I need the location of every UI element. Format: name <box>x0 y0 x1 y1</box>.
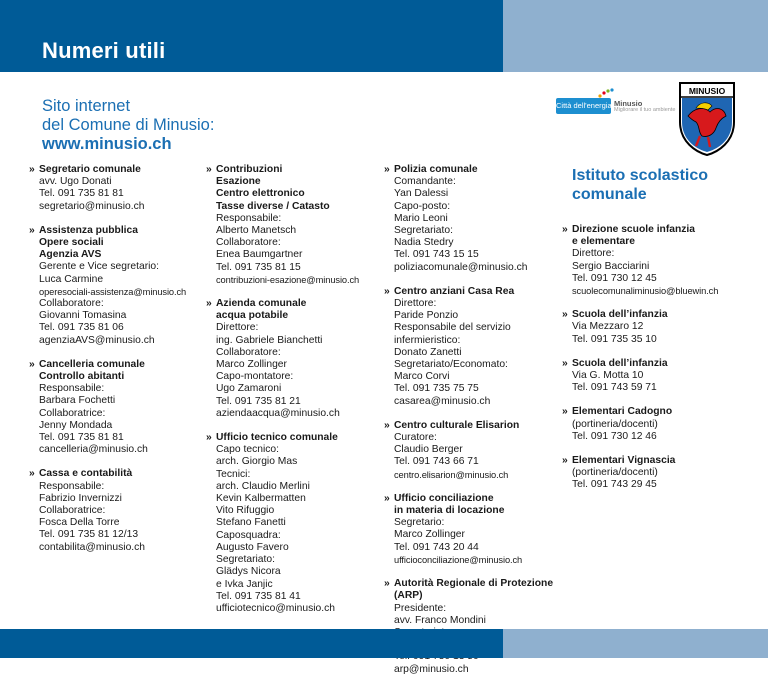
contact-line: (portineria/docenti) <box>572 418 658 430</box>
energy-dots-icon <box>596 88 616 98</box>
contact-line: Collaboratrice: <box>39 407 106 419</box>
contact-heading: » Scuola dell’infanzia <box>572 358 762 370</box>
contact-line: Collaboratore: <box>39 298 104 310</box>
contact-entry <box>562 309 762 346</box>
contact-line: Kevin Kalbermatten <box>216 493 306 505</box>
contact-heading: » Azienda comunale acqua potabile <box>216 298 381 322</box>
contact-line: Tel. 091 735 81 41 <box>216 590 301 602</box>
energy-city-logo <box>556 98 674 122</box>
contact-line: Tel. 091 735 75 75 <box>394 383 479 395</box>
column-4 <box>562 164 762 492</box>
energy-city-name: Minusio <box>614 99 643 108</box>
contact-line: Collaboratore: <box>216 346 281 358</box>
column-3 <box>384 164 564 676</box>
energy-city-badge: Città dell'energia <box>556 98 611 114</box>
contact-line: Augusto Favero <box>216 541 289 553</box>
contact-line: Responsabile: <box>39 480 105 492</box>
contact-heading: » Scuola dell’infanzia <box>572 309 762 321</box>
contact-line: Glädys Nicora <box>216 566 281 578</box>
contact-line: Via Mezzaro 12 <box>572 321 644 333</box>
contact-line: Responsabile del servizio <box>394 322 511 334</box>
contact-line: Tel. 091 735 81 81 <box>39 432 124 444</box>
contact-line: Yan Dalessi <box>394 188 449 200</box>
contact-line: Collaboratore: <box>216 237 281 249</box>
contact-line: Responsabile: <box>39 383 105 395</box>
contact-line: Gerente e Vice segretario: <box>39 261 160 273</box>
contact-line: Nadia Stedry <box>394 237 454 249</box>
contact-line: Segretariato: <box>394 225 453 237</box>
contact-heading: » Cancelleria comunale Controllo abitanti <box>39 359 199 383</box>
contact-entry <box>206 164 381 286</box>
contact-line: Collaboratrice: <box>39 505 106 517</box>
contact-line: Marco Corvi <box>394 371 450 383</box>
contact-line: Sergio Bacciarini <box>572 260 650 272</box>
contact-line: Enea Baumgartner <box>216 249 303 261</box>
email-link[interactable]: arp@minusio.ch <box>394 663 469 675</box>
contact-entry <box>29 468 199 553</box>
contact-heading: » Polizia comunale <box>394 164 564 176</box>
contact-heading: » Centro anziani Casa Rea <box>394 286 564 298</box>
contact-line: e Ivka Janjic <box>216 578 273 590</box>
contact-line: Segretario: <box>394 517 445 529</box>
website-line-2: del Comune di Minusio: <box>42 116 215 134</box>
contact-heading: » Elementari Cadogno <box>572 406 762 418</box>
contact-line: Tel. 091 730 12 46 <box>572 430 657 442</box>
contact-line: Paride Ponzio <box>394 310 459 322</box>
contact-heading: » Ufficio conciliazione in materia di locazione <box>394 493 564 517</box>
contact-line: Vito Rifuggio <box>216 505 275 517</box>
email-link[interactable]: segretario@minusio.ch <box>39 200 145 212</box>
contact-entry <box>562 224 762 297</box>
contact-line: Capo tecnico: <box>216 444 279 456</box>
contact-entry <box>384 420 564 481</box>
website-line-1: Sito internet <box>42 97 131 115</box>
email-link[interactable]: scuolecomunaliminusio@bluewin.ch <box>572 286 719 297</box>
website-link[interactable]: www.minusio.ch <box>42 135 172 153</box>
contact-entry <box>384 164 564 274</box>
contact-line: (portineria/docenti) <box>572 467 658 479</box>
contact-line: Ugo Zamaroni <box>216 383 282 395</box>
contact-line: Donato Zanetti <box>394 346 462 358</box>
contact-line: Direttore: <box>572 248 615 260</box>
contact-heading: » Cassa e contabilità <box>39 468 199 480</box>
contact-line: Tel. 091 735 81 81 <box>39 188 124 200</box>
contact-line: Stefano Fanetti <box>216 517 286 529</box>
contact-heading: » Assistenza pubblica Opere sociali Agenzia AVS <box>39 225 199 262</box>
contact-line: Alberto Manetsch <box>216 225 297 237</box>
contact-line: Curatore: <box>394 432 437 444</box>
contact-line: Tel. 091 743 66 71 <box>394 456 479 468</box>
contact-entry <box>29 164 199 213</box>
contact-line: Capo-posto: <box>394 200 451 212</box>
contact-line: Presidente: <box>394 602 447 614</box>
email-link[interactable]: contabilita@minusio.ch <box>39 541 146 553</box>
contact-line: Fosca Della Torre <box>39 517 120 529</box>
contact-line: Segretariato/Economato: <box>394 359 508 371</box>
contact-line: Tel. 091 735 35 10 <box>572 333 657 345</box>
contact-line: Responsabile: <box>216 212 282 224</box>
contact-line: Tel. 091 743 20 44 <box>394 541 479 553</box>
header-band <box>0 0 768 72</box>
minusio-crest <box>678 82 736 156</box>
contact-heading: » Segretario comunale <box>39 164 199 176</box>
contact-line: avv. Franco Mondini <box>394 614 486 626</box>
contact-entry <box>562 455 762 492</box>
contact-heading: » Ufficio tecnico comunale <box>216 432 381 444</box>
contact-entry <box>384 286 564 408</box>
contact-line: Via G. Motta 10 <box>572 370 644 382</box>
contact-entry <box>384 578 564 676</box>
email-link[interactable]: agenziaAVS@minusio.ch <box>39 334 155 346</box>
email-link[interactable]: cancelleria@minusio.ch <box>39 444 148 456</box>
contact-line: Mario Leoni <box>394 212 448 224</box>
contact-line: Claudio Berger <box>394 444 463 456</box>
contact-line: Tel. 091 730 12 45 <box>572 272 657 284</box>
contact-line: Tel. 091 735 81 15 <box>216 261 301 273</box>
email-link[interactable]: ufficioconciliazione@minusio.ch <box>394 554 523 565</box>
column-2 <box>206 164 381 615</box>
contact-line: Marco Zollinger <box>394 529 465 541</box>
school-section-title: Istituto scolastico comunale <box>572 167 709 203</box>
contact-line: arch. Giorgio Mas <box>216 456 298 468</box>
contact-line: Direttore: <box>216 322 259 334</box>
page-title: Numeri utili <box>42 38 166 63</box>
contact-heading: » Contribuzioni Esazione Centro elettronico Tasse diverse / Catasto <box>216 164 381 213</box>
contact-heading: » Centro culturale Elisarion <box>394 420 564 432</box>
contact-line: Tel. 091 743 15 15 <box>394 249 479 261</box>
contact-entry <box>206 432 381 615</box>
email-link[interactable]: aziendaacqua@minusio.ch <box>216 407 340 419</box>
contact-heading: » Direzione scuole infanzia e elementare <box>572 224 762 248</box>
contact-line: Direttore: <box>394 298 437 310</box>
email-link[interactable]: contribuzioni-esazione@minusio.ch <box>216 274 360 285</box>
contact-line: Tel. 091 735 81 12/13 <box>39 529 139 541</box>
header-band-light <box>503 0 768 72</box>
contact-line: Barbara Fochetti <box>39 395 116 407</box>
email-link[interactable]: operesociali-assistenza@minusio.ch <box>39 286 187 297</box>
crest-title: MINUSIO <box>688 86 726 96</box>
footer-band-light <box>503 629 768 658</box>
contact-entry <box>562 358 762 395</box>
contact-line: Giovanni Tomasina <box>39 310 127 322</box>
contact-line: Comandante: <box>394 176 456 188</box>
contact-entry <box>29 359 199 457</box>
contact-line: Tecnici: <box>216 468 251 480</box>
contact-heading: » Elementari Vignascia <box>572 455 762 467</box>
contact-entry <box>29 225 199 347</box>
contact-line: Marco Zollinger <box>216 359 287 371</box>
contact-entry <box>384 493 564 566</box>
contact-entry <box>206 298 381 420</box>
contact-line: Tel. 091 743 59 71 <box>572 382 657 394</box>
contact-line: Tel. 091 735 81 21 <box>216 395 301 407</box>
contact-line: infermieristico: <box>394 334 461 346</box>
contact-line: Fabrizio Invernizzi <box>39 492 122 504</box>
contact-line: ing. Gabriele Bianchetti <box>216 334 323 346</box>
contact-line: avv. Ugo Donati <box>39 176 112 188</box>
contact-line: Caposquadra: <box>216 529 281 541</box>
email-link[interactable]: centro.elisarion@minusio.ch <box>394 469 509 480</box>
website-block <box>42 97 214 154</box>
email-link[interactable]: poliziacomunale@minusio.ch <box>394 261 528 273</box>
footer-band <box>0 629 768 658</box>
contact-line: Jenny Mondada <box>39 419 113 431</box>
contact-line: arch. Claudio Merlini <box>216 480 310 492</box>
contact-line: Luca Carmine <box>39 273 104 285</box>
contact-line: Tel. 091 743 29 45 <box>572 479 657 491</box>
email-link[interactable]: casarea@minusio.ch <box>394 395 491 407</box>
footer-band-dark <box>0 629 503 658</box>
contact-line: Tel. 091 735 81 06 <box>39 322 124 334</box>
contact-line: Capo-montatore: <box>216 371 294 383</box>
email-link[interactable]: ufficiotecnico@minusio.ch <box>216 602 336 614</box>
contact-entry <box>562 406 762 443</box>
contact-heading: » Autorità Regionale di Protezione (ARP) <box>394 578 564 602</box>
energy-city-tagline: Migliorare il tuo ambiente <box>614 107 676 113</box>
column-1 <box>29 164 199 554</box>
contact-line: Segretariato: <box>216 554 275 566</box>
